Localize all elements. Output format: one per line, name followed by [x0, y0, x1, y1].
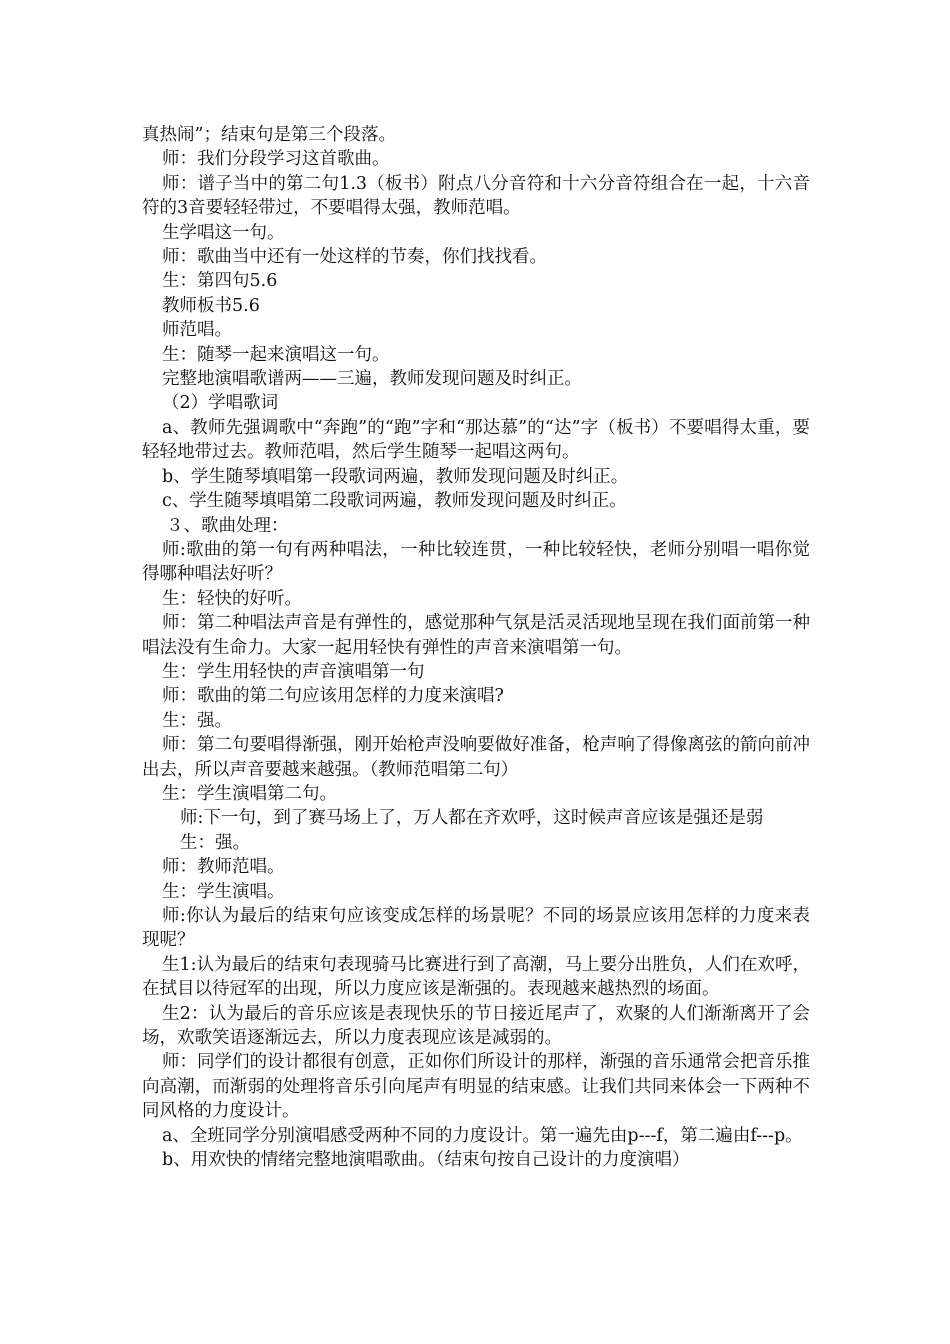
- paragraph-27: 生：学生演唱。: [162, 881, 285, 902]
- paragraph-5: 师：歌曲当中还有一处这样的节奏，你们找找看。: [162, 247, 547, 268]
- paragraph-6: 生：第四句5.6: [162, 271, 278, 292]
- paragraph-3: 师：谱子当中的第二句1.3（板书）附点八分音符和十六分音符组合在一起，十六音符的3音要轻轻带过，不要唱得太强，教师范唱。: [142, 173, 810, 219]
- paragraph-13: b、学生随琴填唱第一段歌词两遍，教师发现问题及时纠正。: [162, 466, 629, 487]
- paragraph-29: 生1:认为最后的结束句表现骑马比赛进行到了高潮，马上要分出胜负，人们在欢呼，在拭目以待冠军的出现，所以力度应该是渐强的。表现越来越热烈的场面。: [142, 954, 810, 1000]
- paragraph-32: a、全班同学分别演唱感受两种不同的力度设计。第一遍先由p---f，第二遍由f---p。: [162, 1125, 803, 1146]
- paragraph-25: 生：强。: [180, 832, 250, 853]
- paragraph-30: 生2：认为最后的音乐应该是表现快乐的节日接近尾声了，欢聚的人们渐渐离开了会场，欢歌笑语逐渐远去，所以力度表现应该是减弱的。: [142, 1003, 810, 1049]
- paragraph-10: 完整地演唱歌谱两——三遍，教师发现问题及时纠正。: [162, 369, 582, 390]
- paragraph-4: 生学唱这一句。: [162, 222, 285, 243]
- paragraph-17: 生：轻快的好听。: [162, 588, 302, 609]
- paragraph-21: 生：强。: [162, 710, 232, 731]
- paragraph-28: 师:你认为最后的结束句应该变成怎样的场景呢？不同的场景应该用怎样的力度来表现呢？: [142, 906, 810, 951]
- paragraph-20: 师：歌曲的第二句应该用怎样的力度来演唱?: [162, 686, 504, 707]
- paragraph-14: c、学生随琴填唱第二段歌词两遍，教师发现问题及时纠正。: [162, 491, 627, 512]
- paragraph-26: 师：教师范唱。: [162, 857, 285, 878]
- section-heading-processing: ３、歌曲处理：: [166, 515, 289, 536]
- paragraph-7: 教师板书5.6: [162, 295, 260, 316]
- paragraph-12: a、教师先强调歌中“奔跑”的“跑”字和“那达慕”的“达”字（板书）不要唱得太重，要轻轻地带过去。教师范唱，然后学生随琴一起唱这两句。: [142, 417, 810, 463]
- paragraph-16: 师:歌曲的第一句有两种唱法，一种比较连贯，一种比较轻快，老师分别唱一唱你觉得哪种唱法好听？: [142, 539, 810, 585]
- paragraph-31: 师：同学们的设计都很有创意，正如你们所设计的那样，渐强的音乐通常会把音乐推向高潮，而渐弱的处理将音乐引向尾声有明显的结束感。让我们共同来体会一下两种不同风格的力度设计。: [142, 1052, 810, 1122]
- paragraph-19: 生：学生用轻快的声音演唱第一句: [162, 661, 425, 682]
- paragraph-9: 生：随琴一起来演唱这一句。: [162, 344, 390, 365]
- paragraph-8: 师范唱。: [162, 320, 232, 341]
- paragraph-23: 生：学生演唱第二句。: [162, 783, 337, 804]
- paragraph-22: 师：第二句要唱得渐强，刚开始枪声没响要做好准备，枪声响了得像离弦的箭向前冲出去，所以声音要越来越强。（教师范唱第二句）: [142, 735, 810, 780]
- paragraph-18: 师：第二种唱法声音是有弹性的，感觉那种气氛是活灵活现地呈现在我们面前第一种唱法没有生命力。大家一起用轻快有弹性的声音来演唱第一句。: [142, 613, 810, 658]
- document-body: [142, 123, 810, 1172]
- paragraph-2: 师：我们分段学习这首歌曲。: [162, 149, 390, 170]
- paragraph-24: 师:下一句，到了赛马场上了，万人都在齐欢呼，这时候声音应该是强还是弱: [180, 808, 764, 829]
- section-heading-lyrics: （2）学唱歌词: [162, 393, 279, 414]
- paragraph-33: b、用欢快的情绪完整地演唱歌曲。（结束句按自己设计的力度演唱）: [162, 1150, 690, 1171]
- paragraph-1: 真热闹”；结束句是第三个段落。: [142, 125, 396, 145]
